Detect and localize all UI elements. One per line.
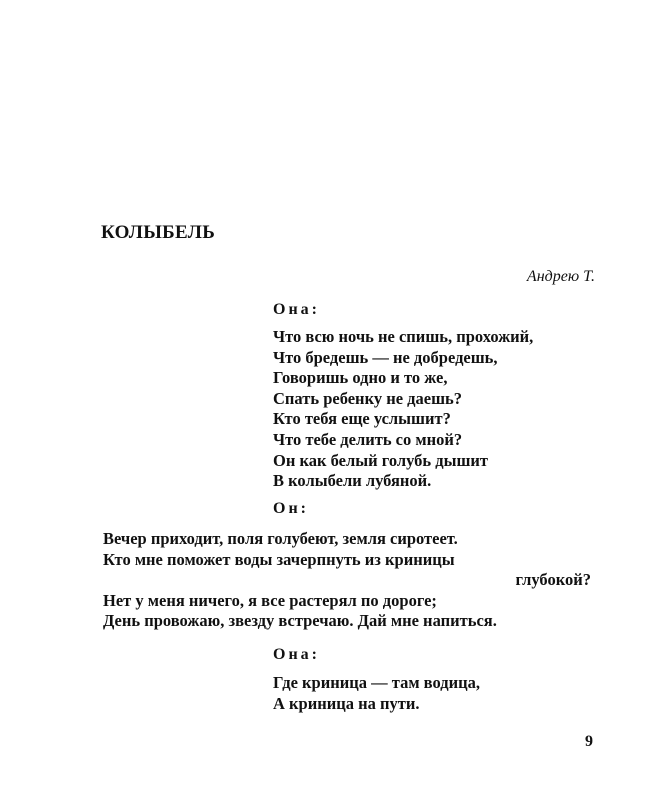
verse-line: Кто мне поможет воды зачерпнуть из криницы [103, 549, 455, 569]
stanza [273, 327, 533, 492]
verse-line: В колыбели лубяной. [273, 471, 432, 491]
verse-line: Вечер приходит, поля голубеют, земля сиротеет. [103, 529, 458, 548]
verse-line: Что всю ночь не спишь, прохожий, [273, 327, 534, 346]
verse-line: Нет у меня ничего, я все растерял по дороге; [103, 590, 437, 610]
speaker-label: Она: [273, 646, 320, 663]
verse-line: Где криница — там водица, [273, 673, 480, 692]
stanza [273, 673, 480, 714]
page-number: 9 [585, 733, 593, 750]
speaker-label: Она: [273, 301, 320, 318]
verse-line: Что тебе делить со мной? [273, 429, 463, 449]
verse-line: День провожаю, звезду встречаю. Дай мне напиться. [103, 611, 497, 631]
dedication: Андрею Т. [526, 268, 595, 285]
verse-line: Кто тебя еще услышит? [273, 409, 451, 429]
verse-line: Что бредешь — не добредешь, [273, 347, 498, 367]
verse-line: Спать ребенку не даешь? [273, 388, 462, 408]
verse-line: А криница на пути. [273, 693, 420, 713]
verse-line: Он как белый голубь дышит [273, 450, 489, 470]
poem-title: КОЛЫБЕЛЬ [101, 222, 216, 243]
stanza [103, 529, 591, 632]
verse-line-continuation: глубокой? [515, 570, 591, 590]
speaker-label: Он: [273, 500, 309, 517]
verse-line: Говоришь одно и то же, [273, 368, 448, 388]
